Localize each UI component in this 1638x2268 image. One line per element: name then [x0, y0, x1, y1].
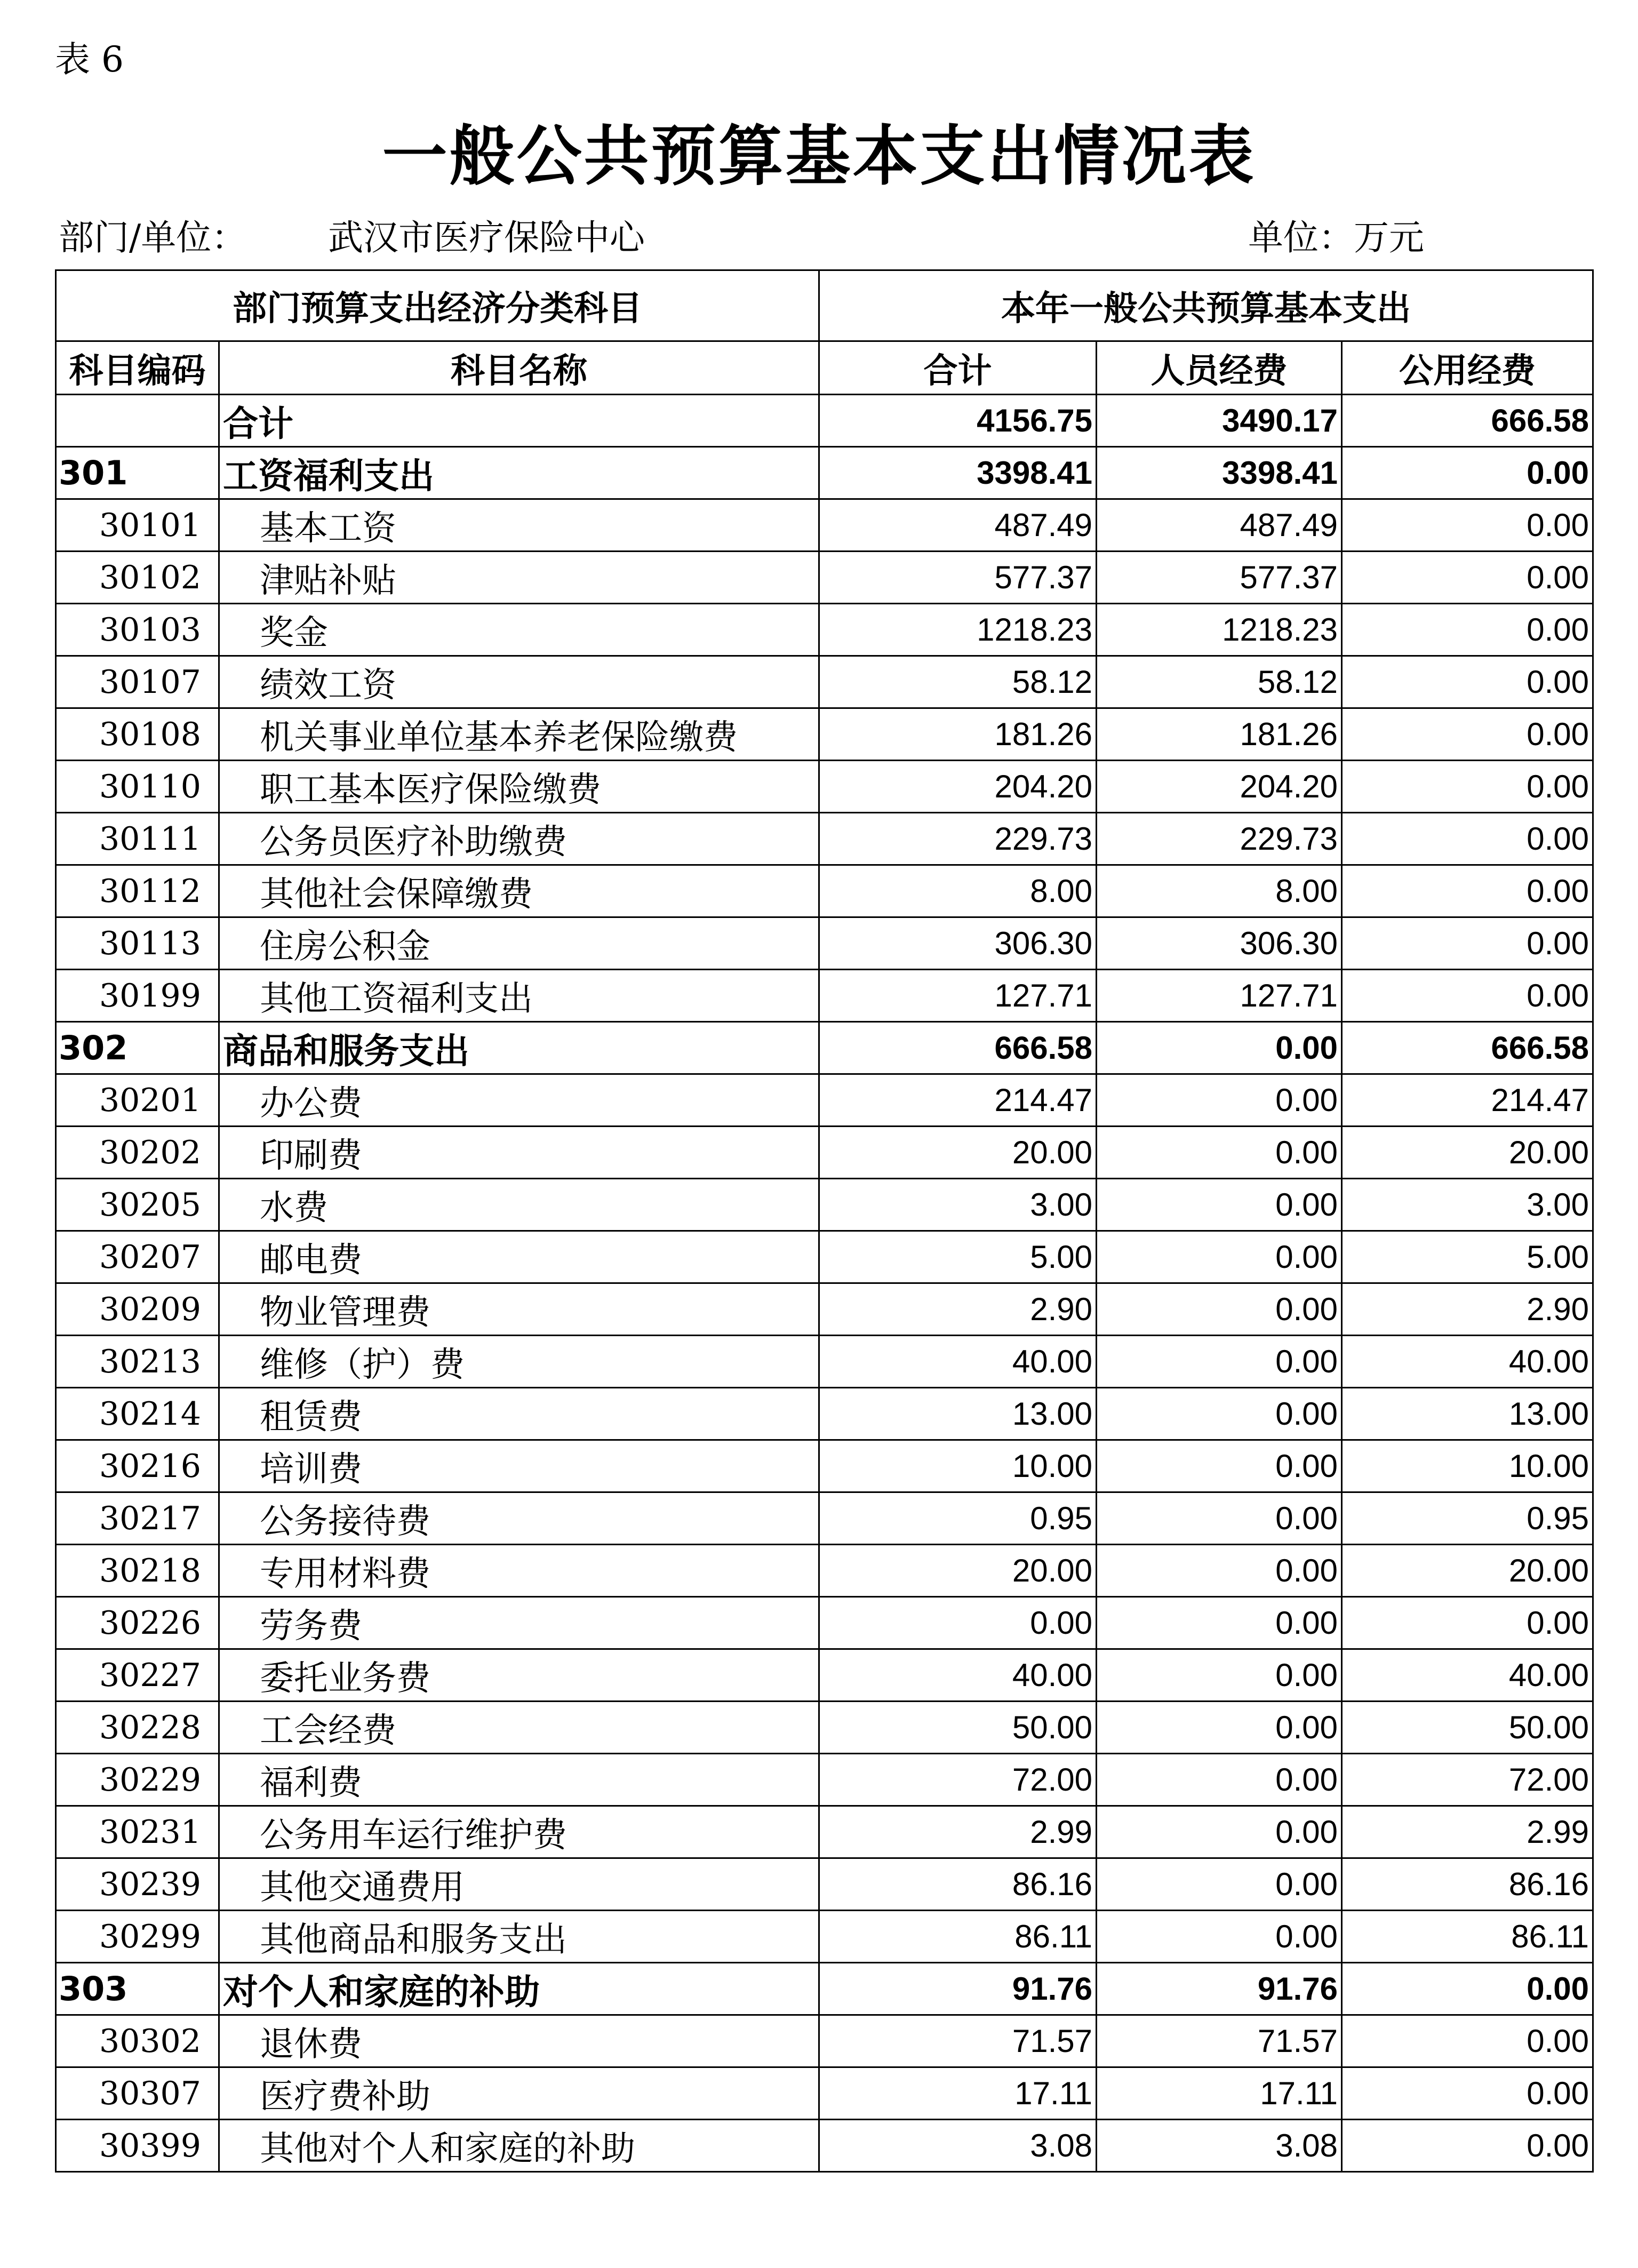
- table-row: [56, 1545, 1593, 1597]
- row-total: 20.00: [819, 1127, 1097, 1179]
- row-code: 30228: [56, 1702, 219, 1754]
- row-personnel: 0.00: [1097, 1754, 1342, 1806]
- row-public: 86.11: [1342, 1911, 1593, 1963]
- row-public: 50.00: [1342, 1702, 1593, 1754]
- row-total: 86.11: [819, 1911, 1097, 1963]
- row-personnel: 229.73: [1097, 813, 1342, 865]
- table-row: [56, 813, 1593, 865]
- row-code: 30103: [56, 604, 219, 656]
- row-name: 专用材料费: [219, 1545, 819, 1597]
- row-total: 5.00: [819, 1231, 1097, 1283]
- table-row: [56, 708, 1593, 761]
- row-personnel: 127.71: [1097, 970, 1342, 1022]
- row-name: 住房公积金: [219, 917, 819, 970]
- row-personnel: 3398.41: [1097, 447, 1342, 499]
- row-public: 0.00: [1342, 917, 1593, 970]
- row-code: 30239: [56, 1858, 219, 1911]
- row-public: 0.00: [1342, 2120, 1593, 2172]
- row-public: 5.00: [1342, 1231, 1593, 1283]
- row-personnel: 0.00: [1097, 1074, 1342, 1127]
- row-name: 工资福利支出: [219, 447, 819, 499]
- row-public: 0.00: [1342, 865, 1593, 917]
- row-personnel: 0.00: [1097, 1597, 1342, 1649]
- row-public: 2.90: [1342, 1283, 1593, 1336]
- row-code: 30231: [56, 1806, 219, 1858]
- row-public: 3.00: [1342, 1179, 1593, 1231]
- row-personnel: 0.00: [1097, 1179, 1342, 1231]
- row-name: 其他商品和服务支出: [219, 1911, 819, 1963]
- row-public: 0.00: [1342, 499, 1593, 552]
- table-row: [56, 1231, 1593, 1283]
- row-personnel: 0.00: [1097, 1545, 1342, 1597]
- row-public: 0.00: [1342, 761, 1593, 813]
- row-personnel: 0.00: [1097, 1806, 1342, 1858]
- row-name: 公务员医疗补助缴费: [219, 813, 819, 865]
- row-public: 20.00: [1342, 1127, 1593, 1179]
- row-total: 71.57: [819, 2015, 1097, 2067]
- row-public: 86.16: [1342, 1858, 1593, 1911]
- row-code: 30218: [56, 1545, 219, 1597]
- row-public: 0.00: [1342, 1597, 1593, 1649]
- row-name: 商品和服务支出: [219, 1022, 819, 1074]
- row-code: 30299: [56, 1911, 219, 1963]
- table-row: [56, 1492, 1593, 1545]
- table-row: [56, 604, 1593, 656]
- row-personnel: 0.00: [1097, 1022, 1342, 1074]
- row-personnel: 0.00: [1097, 1283, 1342, 1336]
- row-total: 666.58: [819, 1022, 1097, 1074]
- row-public: 0.00: [1342, 552, 1593, 604]
- row-total: 204.20: [819, 761, 1097, 813]
- header-right-group: 本年一般公共预算基本支出: [819, 270, 1593, 341]
- row-code: 30108: [56, 708, 219, 761]
- row-name: 其他社会保障缴费: [219, 865, 819, 917]
- row-personnel: 0.00: [1097, 1127, 1342, 1179]
- row-public: 0.95: [1342, 1492, 1593, 1545]
- row-total: 2.99: [819, 1806, 1097, 1858]
- row-public: 10.00: [1342, 1440, 1593, 1492]
- row-total: 0.95: [819, 1492, 1097, 1545]
- table-row: [56, 447, 1593, 499]
- row-personnel: 71.57: [1097, 2015, 1342, 2067]
- row-name: 其他交通费用: [219, 1858, 819, 1911]
- row-name: 福利费: [219, 1754, 819, 1806]
- row-total: 1218.23: [819, 604, 1097, 656]
- row-public: 0.00: [1342, 708, 1593, 761]
- row-name: 办公费: [219, 1074, 819, 1127]
- table-row: [56, 1283, 1593, 1336]
- table-row: [56, 865, 1593, 917]
- row-name: 对个人和家庭的补助: [219, 1963, 819, 2015]
- row-total: 86.16: [819, 1858, 1097, 1911]
- row-name: 绩效工资: [219, 656, 819, 708]
- row-public: 666.58: [1342, 395, 1593, 447]
- row-personnel: 1218.23: [1097, 604, 1342, 656]
- row-code: 30227: [56, 1649, 219, 1702]
- row-total: 40.00: [819, 1649, 1097, 1702]
- row-personnel: 0.00: [1097, 1911, 1342, 1963]
- row-name: 奖金: [219, 604, 819, 656]
- row-name: 劳务费: [219, 1597, 819, 1649]
- row-code: 302: [56, 1022, 219, 1074]
- row-name: 物业管理费: [219, 1283, 819, 1336]
- row-total: 3398.41: [819, 447, 1097, 499]
- table-row: [56, 1963, 1593, 2015]
- table-row: [56, 1336, 1593, 1388]
- row-name: 租赁费: [219, 1388, 819, 1440]
- row-code: 30202: [56, 1127, 219, 1179]
- row-public: 2.99: [1342, 1806, 1593, 1858]
- row-total: 4156.75: [819, 395, 1097, 447]
- row-code: 303: [56, 1963, 219, 2015]
- row-total: 17.11: [819, 2067, 1097, 2120]
- row-code: 30226: [56, 1597, 219, 1649]
- row-code: 30302: [56, 2015, 219, 2067]
- row-total: 3.08: [819, 2120, 1097, 2172]
- row-public: 0.00: [1342, 447, 1593, 499]
- table-row: [56, 2067, 1593, 2120]
- row-public: 0.00: [1342, 813, 1593, 865]
- row-public: 0.00: [1342, 604, 1593, 656]
- table-row: [56, 1754, 1593, 1806]
- table-row: [56, 1022, 1593, 1074]
- row-total: 20.00: [819, 1545, 1097, 1597]
- row-personnel: 0.00: [1097, 1388, 1342, 1440]
- row-personnel: 3490.17: [1097, 395, 1342, 447]
- row-personnel: 91.76: [1097, 1963, 1342, 2015]
- row-public: 0.00: [1342, 656, 1593, 708]
- row-personnel: 204.20: [1097, 761, 1342, 813]
- row-name: 其他工资福利支出: [219, 970, 819, 1022]
- header-personnel: 人员经费: [1097, 341, 1342, 395]
- table-row: [56, 761, 1593, 813]
- row-name: 工会经费: [219, 1702, 819, 1754]
- row-total: 91.76: [819, 1963, 1097, 2015]
- row-public: 214.47: [1342, 1074, 1593, 1127]
- header-name: 科目名称: [219, 341, 819, 395]
- row-total: 214.47: [819, 1074, 1097, 1127]
- row-personnel: 17.11: [1097, 2067, 1342, 2120]
- row-name: 委托业务费: [219, 1649, 819, 1702]
- table-row: [56, 552, 1593, 604]
- row-name: 公务用车运行维护费: [219, 1806, 819, 1858]
- row-total: 58.12: [819, 656, 1097, 708]
- row-name: 合计: [219, 395, 819, 447]
- row-total: 50.00: [819, 1702, 1097, 1754]
- row-personnel: 306.30: [1097, 917, 1342, 970]
- row-total: 0.00: [819, 1597, 1097, 1649]
- table-row: [56, 917, 1593, 970]
- table-row: [56, 1597, 1593, 1649]
- table-row: [56, 1127, 1593, 1179]
- row-code: 30213: [56, 1336, 219, 1388]
- row-code: [56, 395, 219, 447]
- row-code: 30307: [56, 2067, 219, 2120]
- header-total: 合计: [819, 341, 1097, 395]
- row-public: 40.00: [1342, 1649, 1593, 1702]
- row-code: 30102: [56, 552, 219, 604]
- row-total: 127.71: [819, 970, 1097, 1022]
- row-code: 301: [56, 447, 219, 499]
- row-total: 2.90: [819, 1283, 1097, 1336]
- expenditure-table: [55, 269, 1594, 2173]
- row-total: 306.30: [819, 917, 1097, 970]
- row-personnel: 0.00: [1097, 1440, 1342, 1492]
- row-public: 72.00: [1342, 1754, 1593, 1806]
- row-total: 40.00: [819, 1336, 1097, 1388]
- row-code: 30111: [56, 813, 219, 865]
- row-name: 印刷费: [219, 1127, 819, 1179]
- row-name: 其他对个人和家庭的补助: [219, 2120, 819, 2172]
- row-personnel: 0.00: [1097, 1858, 1342, 1911]
- row-personnel: 58.12: [1097, 656, 1342, 708]
- table-body: [56, 395, 1593, 2172]
- dept-label: 部门/单位：: [59, 217, 247, 258]
- row-personnel: 0.00: [1097, 1231, 1342, 1283]
- row-personnel: 3.08: [1097, 2120, 1342, 2172]
- row-name: 医疗费补助: [219, 2067, 819, 2120]
- row-public: 0.00: [1342, 970, 1593, 1022]
- row-personnel: 577.37: [1097, 552, 1342, 604]
- row-personnel: 0.00: [1097, 1336, 1342, 1388]
- table-row: [56, 970, 1593, 1022]
- row-name: 基本工资: [219, 499, 819, 552]
- table-row: [56, 1440, 1593, 1492]
- row-code: 30107: [56, 656, 219, 708]
- row-public: 20.00: [1342, 1545, 1593, 1597]
- row-personnel: 0.00: [1097, 1702, 1342, 1754]
- row-total: 3.00: [819, 1179, 1097, 1231]
- row-code: 30110: [56, 761, 219, 813]
- table-row: [56, 1074, 1593, 1127]
- row-personnel: 181.26: [1097, 708, 1342, 761]
- table-row: [56, 395, 1593, 447]
- unit-label: 单位：万元: [1248, 217, 1424, 258]
- table-row: [56, 1911, 1593, 1963]
- row-public: 666.58: [1342, 1022, 1593, 1074]
- header-public: 公用经费: [1342, 341, 1593, 395]
- row-name: 培训费: [219, 1440, 819, 1492]
- row-name: 津贴补贴: [219, 552, 819, 604]
- header-left-group: 部门预算支出经济分类科目: [56, 270, 819, 341]
- row-name: 退休费: [219, 2015, 819, 2067]
- row-total: 229.73: [819, 813, 1097, 865]
- row-public: 0.00: [1342, 2067, 1593, 2120]
- row-code: 30229: [56, 1754, 219, 1806]
- table-row: [56, 1649, 1593, 1702]
- row-code: 30101: [56, 499, 219, 552]
- row-code: 30201: [56, 1074, 219, 1127]
- row-personnel: 0.00: [1097, 1649, 1342, 1702]
- row-total: 487.49: [819, 499, 1097, 552]
- row-code: 30113: [56, 917, 219, 970]
- table-number: 表 6: [55, 39, 124, 80]
- row-code: 30209: [56, 1283, 219, 1336]
- row-total: 72.00: [819, 1754, 1097, 1806]
- row-name: 公务接待费: [219, 1492, 819, 1545]
- row-code: 30217: [56, 1492, 219, 1545]
- header-code: 科目编码: [56, 341, 219, 395]
- table-row: [56, 2015, 1593, 2067]
- row-code: 30199: [56, 970, 219, 1022]
- table-row: [56, 1388, 1593, 1440]
- table-row: [56, 499, 1593, 552]
- row-personnel: 8.00: [1097, 865, 1342, 917]
- row-total: 10.00: [819, 1440, 1097, 1492]
- row-name: 水费: [219, 1179, 819, 1231]
- row-public: 13.00: [1342, 1388, 1593, 1440]
- row-code: 30207: [56, 1231, 219, 1283]
- table-row: [56, 2120, 1593, 2172]
- row-total: 577.37: [819, 552, 1097, 604]
- table-row: [56, 1858, 1593, 1911]
- table-row: [56, 1179, 1593, 1231]
- row-total: 181.26: [819, 708, 1097, 761]
- row-total: 13.00: [819, 1388, 1097, 1440]
- row-name: 邮电费: [219, 1231, 819, 1283]
- dept-value: 武汉市医疗保险中心: [328, 217, 645, 258]
- row-code: 30216: [56, 1440, 219, 1492]
- page-title: 一般公共预算基本支出情况表: [382, 118, 1256, 194]
- row-code: 30399: [56, 2120, 219, 2172]
- row-personnel: 0.00: [1097, 1492, 1342, 1545]
- row-code: 30214: [56, 1388, 219, 1440]
- row-code: 30112: [56, 865, 219, 917]
- table-row: [56, 1702, 1593, 1754]
- row-public: 40.00: [1342, 1336, 1593, 1388]
- row-name: 机关事业单位基本养老保险缴费: [219, 708, 819, 761]
- row-public: 0.00: [1342, 2015, 1593, 2067]
- row-total: 8.00: [819, 865, 1097, 917]
- table-row: [56, 656, 1593, 708]
- row-name: 维修（护）费: [219, 1336, 819, 1388]
- row-code: 30205: [56, 1179, 219, 1231]
- row-name: 职工基本医疗保险缴费: [219, 761, 819, 813]
- row-public: 0.00: [1342, 1963, 1593, 2015]
- row-personnel: 487.49: [1097, 499, 1342, 552]
- table-row: [56, 1806, 1593, 1858]
